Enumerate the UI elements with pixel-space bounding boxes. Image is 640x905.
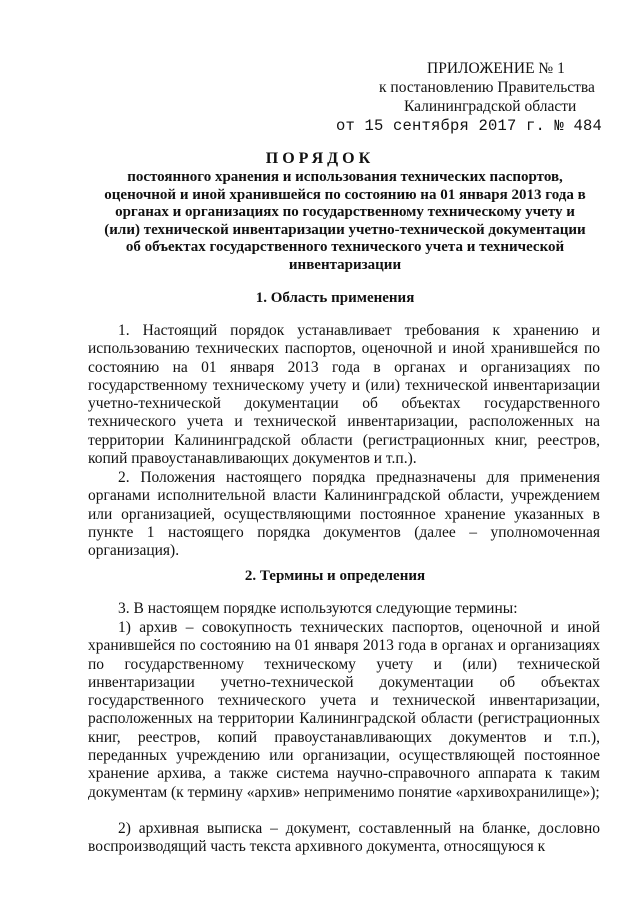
section-heading-1: 1. Область применения (255, 290, 415, 306)
document-title: ПОРЯДОК (265, 150, 375, 167)
document-subtitle: постоянного хранения и использования технических паспортов, оценочной и иной хранившейся по состоянию на 01 января 2013 года в органах и организациях по государственному техническому учету и (или) технической инвентаризации учетно-технической документации об объектах государственного технического учета и технической инвентаризации (104, 169, 586, 273)
annex-region: Калининградской области (404, 98, 577, 115)
paragraph-1: 1. Настоящий порядок устанавливает требования к хранению и использованию технических паспортов, оценочной и иной хранившейся по состоянию на 01 января 2013 года в органах и организациях по государственному техническому учету и (или) технической инвентаризации учетно-технической документации об объектах государственного технического учета и технической инвентаризации, расположенных на территории Калининградской области (регистрационных книг, реестров, копий правоустанавливающих документов и т.п.). (88, 322, 600, 468)
paragraph-archive-definition: 1) архив – совокупность технических паспортов, оценочной и иной хранившейся по состоянию на 01 января 2013 года в органах и организациях по государственному техническому учету и (или) технической инвентаризации учетно-технической документации об объектах государственного технического учета и технической инвентаризации, расположенных на территории Калининградской области (регистрационных книг, реестров, копий правоустанавливающих документов и т.п.), переданных учреждению или организации, осуществляющей постоянное хранение архива, а также система научно-справочного аппарата к таким документам (к термину «архив» неприменимо понятие «архивохранилище»); (88, 619, 600, 801)
section-heading-2: 2. Термины и определения (244, 568, 426, 584)
paragraph-2: 2. Положения настоящего порядка предназначены для применения органами исполнительной власти Калининградской области, учреждением или организацией, осуществляющими постоянное хранение указанных в пункте 1 настоящего порядка документов (далее – уполномоченная организация). (88, 469, 600, 560)
paragraph-3: 3. В настоящем порядке используются следующие термины: (118, 600, 518, 617)
annex-number: ПРИЛОЖЕНИЕ № 1 (427, 60, 565, 77)
annex-reference: к постановлению Правительства (379, 79, 595, 96)
annex-date-number: от 15 сентября 2017 г. № 484 (336, 117, 603, 135)
paragraph-archive-extract: 2) архивная выписка – документ, составленный на бланке, дословно воспроизводящий часть текста архивного документа, относящуюся к (88, 820, 600, 856)
